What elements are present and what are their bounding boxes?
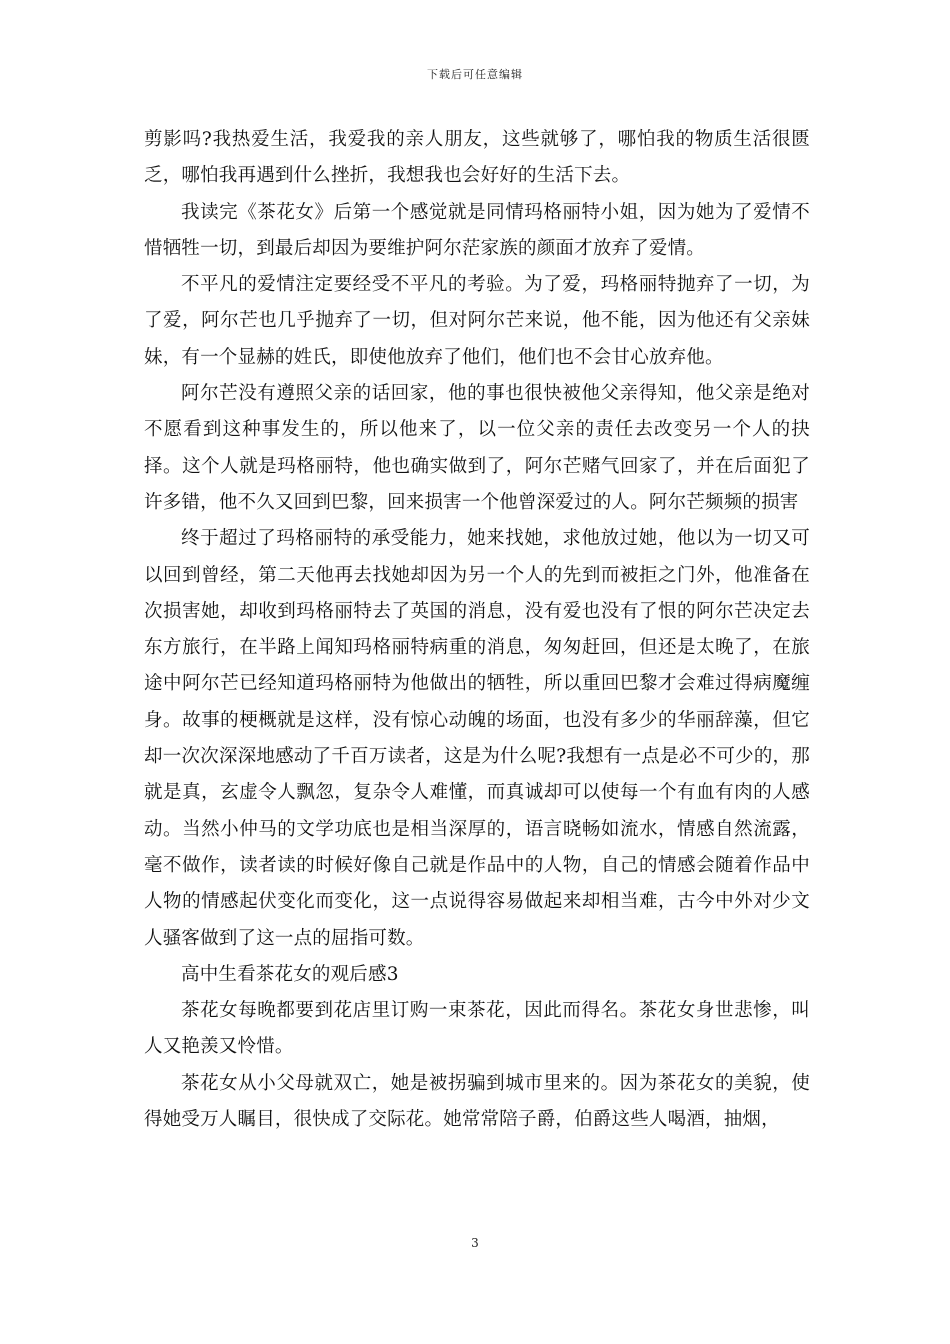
paragraph-3: 不平凡的爱情注定要经受不平凡的考验。为了爱，玛格丽特抛弃了一切，为了爱，阿尔芒也几乎抛弃了一切，但对阿尔芒来说，他不能，因为他还有父亲妹妹，有一个显赫的姓氏，即使他放弃了他们，他们也不会甘心放弃他。	[144, 274, 810, 368]
paragraph-4: 阿尔芒没有遵照父亲的话回家，他的事也很快被他父亲得知，他父亲是绝对不愿看到这种事发生的，所以他来了，以一位父亲的责任去改变另一个人的抉择。这个人就是玛格丽特，他也确实做到了，阿尔芒赌气回家了，并在后面犯了许多错，他不久又回到巴黎，回来损害一个他曾深爱过的人。阿尔芒频频的损害	[144, 383, 810, 513]
section-heading: 高中生看茶花女的观后感3	[181, 963, 399, 985]
paragraph-2: 我读完《茶花女》后第一个感觉就是同情玛格丽特小姐，因为她为了爱情不惜牺牲一切，到最后却因为要维护阿尔茫家族的颜面才放弃了爱情。	[144, 201, 810, 259]
page-header: 下载后可任意编辑	[427, 68, 523, 81]
paragraph-5: 终于超过了玛格丽特的承受能力，她来找她，求他放过她，他以为一切又可以回到曾经，第二天他再去找她却因为另一个人的先到而被拒之门外，他准备在次损害她，却收到玛格丽特去了英国的消息，没有爱也没有了恨的阿尔芒决定去东方旅行，在半路上闻知玛格丽特病重的消息，匆匆赶回，但还是太晚了，在旅途中阿尔芒已经知道玛格丽特为他做出的牺牲，所以重回巴黎才会难过得病魔缠身。故事的梗概就是这样，没有惊心动魄的场面，也没有多少的华丽辞藻，但它却一次次深深地感动了千百万读者，这是为什么呢?我想有一点是必不可少的，那就是真，玄虚令人飘忽，复杂令人难懂，而真诚却可以使每一个有血有肉的人感动。当然小仲马的文学功底也是相当深厚的，语言晓畅如流水，情感自然流露，毫不做作，读者读的时候好像自己就是作品中的人物，自己的情感会随着作品中人物的情感起伏变化而变化，这一点说得容易做起来却相当难，古今中外对少文人骚客做到了这一点的屈指可数。	[144, 528, 810, 949]
paragraph-6: 茶花女每晚都要到花店里订购一束茶花，因此而得名。茶花女身世悲惨，叫人又艳羡又怜惜。	[144, 1000, 810, 1058]
paragraph-1: 剪影吗?我热爱生活，我爱我的亲人朋友，这些就够了，哪怕我的物质生活很匮乏，哪怕我再遇到什么挫折，我想我也会好好的生活下去。	[144, 129, 810, 187]
document-body	[144, 122, 810, 1138]
page-number: 3	[471, 1236, 479, 1250]
paragraph-7: 茶花女从小父母就双亡，她是被拐骗到城市里来的。因为茶花女的美貌，使得她受万人瞩目，很快成了交际花。她常常陪子爵，伯爵这些人喝酒，抽烟，	[144, 1072, 810, 1131]
